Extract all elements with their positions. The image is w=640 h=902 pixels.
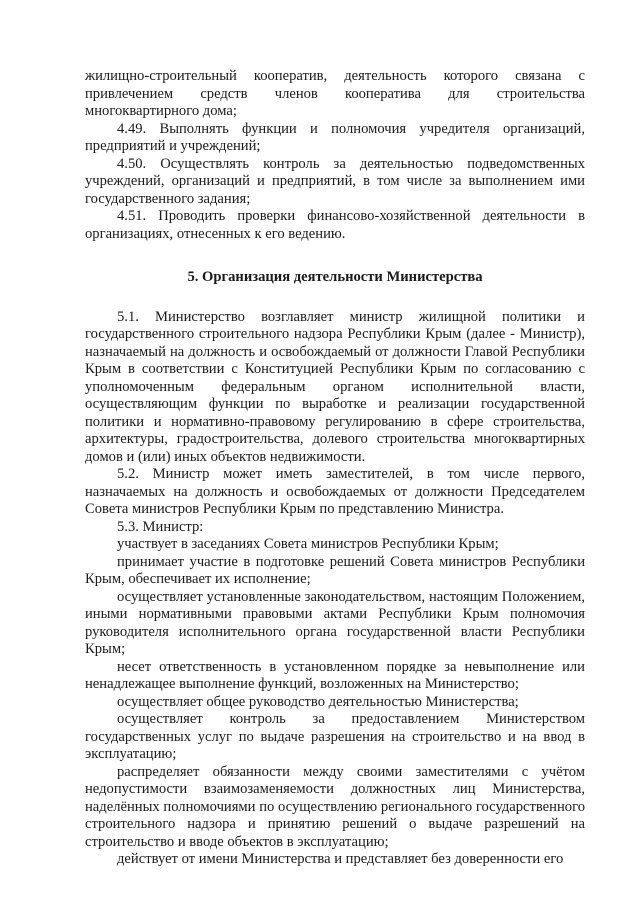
list-item: несет ответственность в установленном порядке за невыполнение или ненадлежащее выполнение функций, возложенных на Министерство; [85, 658, 585, 692]
list-item: действует от имени Министерства и представляет без доверенности его [117, 851, 564, 867]
list-item: распределяет обязанности между своими заместителями с учётом недопустимости взаимозаменяемости должностных лиц Министерства, наделённых полномочиями по осуществлению регионального государственного строительного надзора и принятию решений о выдаче разрешений на строительство и вводе объектов в эксплуатацию; [85, 763, 585, 850]
list-item: осуществляет установленные законодательством, настоящим Положением, иными нормативными правовыми актами Республики Крым полномочия руководителя исполнительного органа государственной власти Республики Крым; [85, 588, 585, 657]
list-item: участвует в заседаниях Совета министров Республики Крым; [117, 536, 499, 552]
paragraph-4-49: 4.49. Выполнять функции и полномочия учредителя организаций, предприятий и учреждений; [85, 120, 585, 154]
list-item: принимает участие в подготовке решений Совета министров Республики Крым, обеспечивает их исполнение; [85, 553, 585, 587]
paragraph-4-50: 4.50. Осуществлять контроль за деятельностью подведомственных учреждений, организаций и предприятий, в том числе за выполнением ими государственного задания; [85, 155, 585, 207]
paragraph-continuation: жилищно-строительный кооператив, деятельность которого связана с привлечением средств членов кооператива для строительства многоквартирного дома; [85, 68, 585, 119]
list-item: осуществляет контроль за предоставлением Министерством государственных услуг по выдаче разрешения на строительство и на ввод в эксплуатацию; [85, 711, 585, 762]
paragraph-5-2: 5.2. Министр может иметь заместителей, в том числе первого, назначаемых на должность и освобождаемых от должности Председателем Совета министров Республики Крым по представлению Министра. [85, 466, 585, 517]
paragraph-5-3: 5.3. Министр: [117, 518, 204, 535]
paragraph-5-1: 5.1. Министерство возглавляет министр жилищной политики и государственного строительного надзора Республики Крым (далее - Министр), назначаемый на должность и освобождаемый от должности Главой Республики Крым в соответствии с Конституцией Республики Крым по согласованию с уполномоченным федеральным органом исполнительной власти, осуществляющим функции по выработке и реализации государственной политики и нормативно-правовому регулированию в сфере строительства, архитектуры, градостроительства, долевого строительства многоквартирных домов и (или) иных объектов недвижимости. [85, 308, 585, 465]
paragraph-4-51: 4.51. Проводить проверки финансово-хозяйственной деятельности в организациях, отнесенных к его ведению. [85, 208, 585, 242]
section-heading: 5. Организация деятельности Министерства [187, 269, 483, 285]
list-item: осуществляет общее руководство деятельностью Министерства; [117, 693, 519, 710]
